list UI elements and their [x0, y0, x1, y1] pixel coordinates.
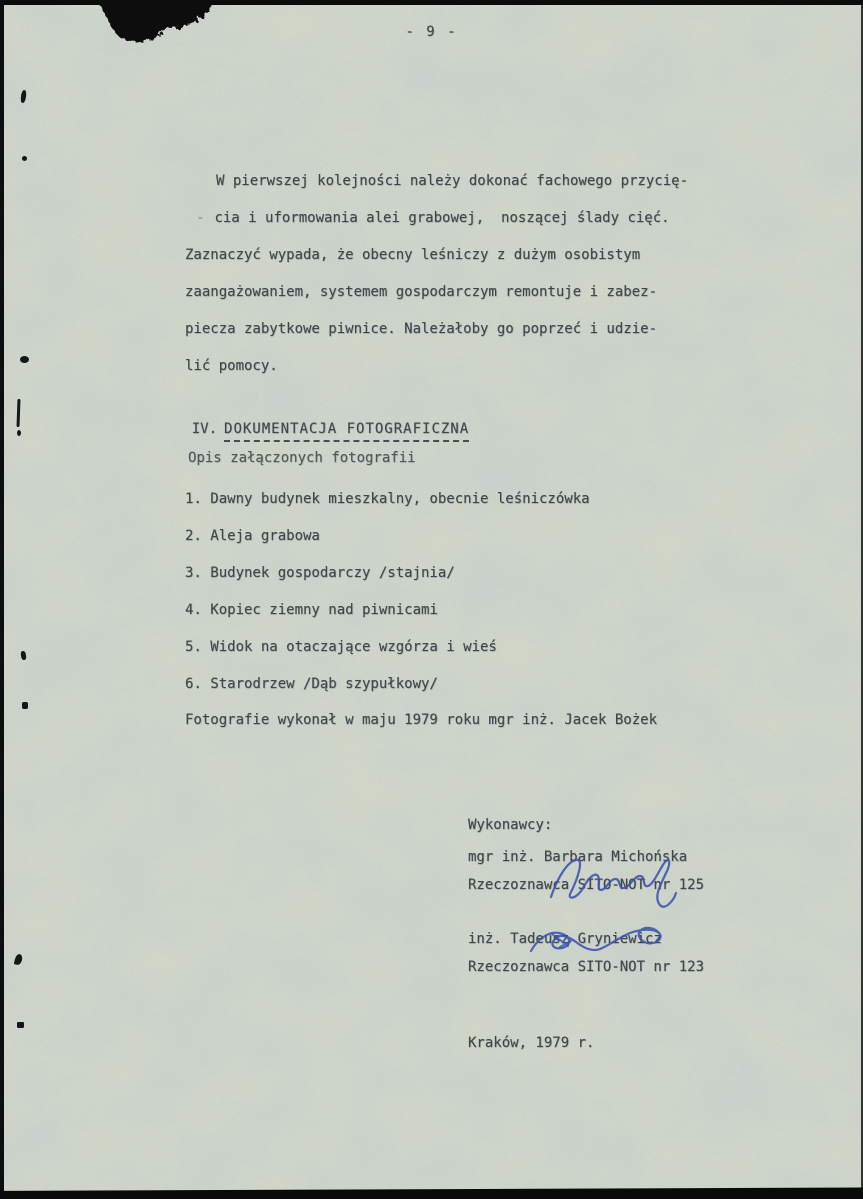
scan-edge-top: [0, 0, 863, 5]
paragraph-line: lić pomocy.: [185, 358, 278, 374]
photo-list-item: 2. Aleja grabowa: [185, 528, 320, 544]
executor-1-name: mgr inż. Barbara Michońska: [468, 849, 688, 865]
paper-speck: [17, 430, 21, 436]
page-number: - 9 -: [405, 24, 458, 40]
paragraph-line: [196, 200, 725, 237]
photo-list-item: 5. Widok na otaczające wzgórza i wieś: [185, 639, 497, 655]
executor-2-name: inż. Tadeusz Gryniewicz: [468, 931, 662, 947]
photographer-note: Fotografie wykonał w maju 1979 roku mgr inż. Jacek Bożek: [185, 712, 658, 728]
scan-edge-left: [0, 0, 4, 1199]
executor-2-role: Rzeczoznawca SITO-NOT nr 123: [468, 959, 705, 975]
section-numeral: IV.: [191, 421, 218, 437]
stray-dash-mark: -: [196, 210, 205, 226]
photo-list-item: 3. Budynek gospodarczy /stajnia/: [185, 565, 455, 581]
paragraph-line: zaangażowaniem, systemem gospodarczym remontuje i zabez-: [185, 284, 658, 300]
section-subtitle: Opis załączonych fotografii: [188, 450, 416, 466]
paper-speck: [22, 156, 27, 161]
photo-list-item: 1. Dawny budynek mieszkalny, obecnie leśniczówka: [185, 491, 590, 507]
paper-speck: [20, 356, 29, 363]
photo-list-item: 6. Starodrzew /Dąb szypułkowy/: [185, 676, 438, 692]
paragraph-line-text: cia i uformowania alei grabowej, noszącej ślady cięć.: [214, 210, 670, 226]
intro-paragraph: [185, 163, 725, 385]
paragraph-line: W pierwszej kolejności należy dokonać fachowego przycię-: [216, 173, 689, 189]
paragraph-line: piecza zabytkowe piwnice. Należałoby go poprzeć i udzie-: [185, 321, 658, 337]
photo-list: [185, 481, 725, 703]
place-and-date: Kraków, 1979 r.: [468, 1035, 595, 1051]
executors-heading: Wykonawcy:: [468, 817, 553, 833]
section-title: DOKUMENTACJA FOTOGRAFICZNA: [224, 421, 469, 442]
paper-speck: [22, 702, 28, 709]
paragraph-line: Zaznaczyć wypada, że obecny leśniczy z dużym osobistym: [185, 247, 641, 263]
executor-1-role: Rzeczoznawca SITO-NOT nr 125: [468, 877, 705, 893]
paper-speck: [17, 1022, 24, 1028]
photo-list-item: 4. Kopiec ziemny nad piwnicami: [185, 602, 438, 618]
